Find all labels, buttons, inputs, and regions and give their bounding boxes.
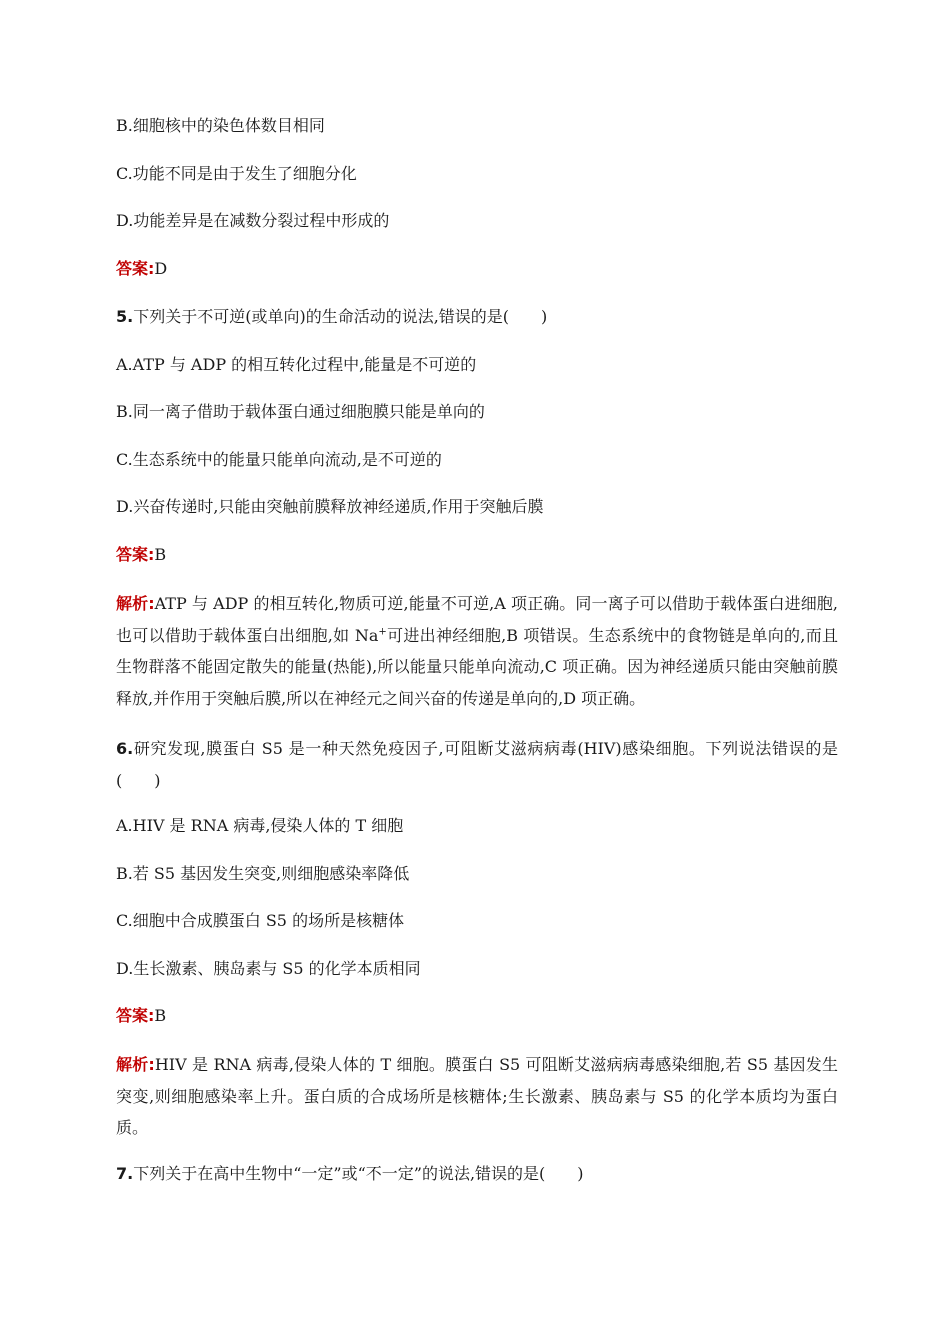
q6-option-c: C.细胞中合成膜蛋白 S5 的场所是核糖体 <box>116 911 405 930</box>
answer-value: D <box>154 259 168 278</box>
analysis-text: HIV 是 RNA 病毒,侵染人体的 T 细胞。膜蛋白 S5 可阻断艾滋病病毒感染细胞,若 S5 基因发生突变,则细胞感染率上升。蛋白质的合成场所是核糖体;生长激素、胰岛素与 S5 的化学本质均为蛋白质。 <box>116 1055 838 1137</box>
question-number: 7. <box>116 1164 134 1183</box>
question-number: 5. <box>116 307 134 326</box>
answer-label: 答案: <box>116 545 155 564</box>
question-text: 研究发现,膜蛋白 S5 是一种天然免疫因子,可阻断艾滋病病毒(HIV)感染细胞。下列说法错误的是( ) <box>116 739 838 790</box>
q6-stem <box>116 733 838 796</box>
answer-label: 答案: <box>116 259 155 278</box>
answer-value: B <box>154 1006 167 1025</box>
q5-stem <box>116 307 547 327</box>
q5-option-c: C.生态系统中的能量只能单向流动,是不可逆的 <box>116 450 442 469</box>
q5-option-a: A.ATP 与 ADP 的相互转化过程中,能量是不可逆的 <box>116 355 477 374</box>
q5-option-b: B.同一离子借助于载体蛋白通过细胞膜只能是单向的 <box>116 402 485 421</box>
q6-analysis <box>116 1049 838 1144</box>
q4-option-d: D.功能差异是在减数分裂过程中形成的 <box>116 211 390 230</box>
analysis-label: 解析: <box>116 1055 155 1074</box>
question-text: 下列关于在高中生物中“一定”或“不一定”的说法,错误的是( ) <box>133 1164 584 1183</box>
superscript-plus: + <box>378 626 387 638</box>
q6-option-a: A.HIV 是 RNA 病毒,侵染人体的 T 细胞 <box>116 816 404 835</box>
q4-answer <box>116 259 167 279</box>
q5-analysis <box>116 588 838 714</box>
q4-option-c: C.功能不同是由于发生了细胞分化 <box>116 164 357 183</box>
q4-option-b: B.细胞核中的染色体数目相同 <box>116 116 325 135</box>
q7-stem <box>116 1164 584 1184</box>
q5-answer <box>116 545 166 565</box>
answer-label: 答案: <box>116 1006 155 1025</box>
question-text: 下列关于不可逆(或单向)的生命活动的说法,错误的是( ) <box>133 307 548 326</box>
analysis-text-part2: 可进出神经细胞,B 项错误。生态系统中的食物链是单向的,而且生物群落不能固定散失的能量(热能),所以能量只能单向流动,C 项正确。因为神经递质只能由突触前膜释放,并作用于突触后膜,所以在神经元之间兴奋的传递是单向的,D 项正确。 <box>116 625 838 708</box>
analysis-label: 解析: <box>116 594 155 613</box>
q6-option-b: B.若 S5 基因发生突变,则细胞感染率降低 <box>116 864 410 883</box>
q5-option-d: D.兴奋传递时,只能由突触前膜释放神经递质,作用于突触后膜 <box>116 497 544 516</box>
question-number: 6. <box>116 739 134 758</box>
q6-answer <box>116 1006 166 1026</box>
analysis-text-part1: ATP 与 ADP 的相互转化,物质可逆,能量不可逆,A 项正确。同一离子可以借助于载体蛋白进细胞,也可以借助于载体蛋白出细胞,如 Na <box>116 594 838 645</box>
q6-option-d: D.生长激素、胰岛素与 S5 的化学本质相同 <box>116 959 421 978</box>
answer-value: B <box>154 545 167 564</box>
